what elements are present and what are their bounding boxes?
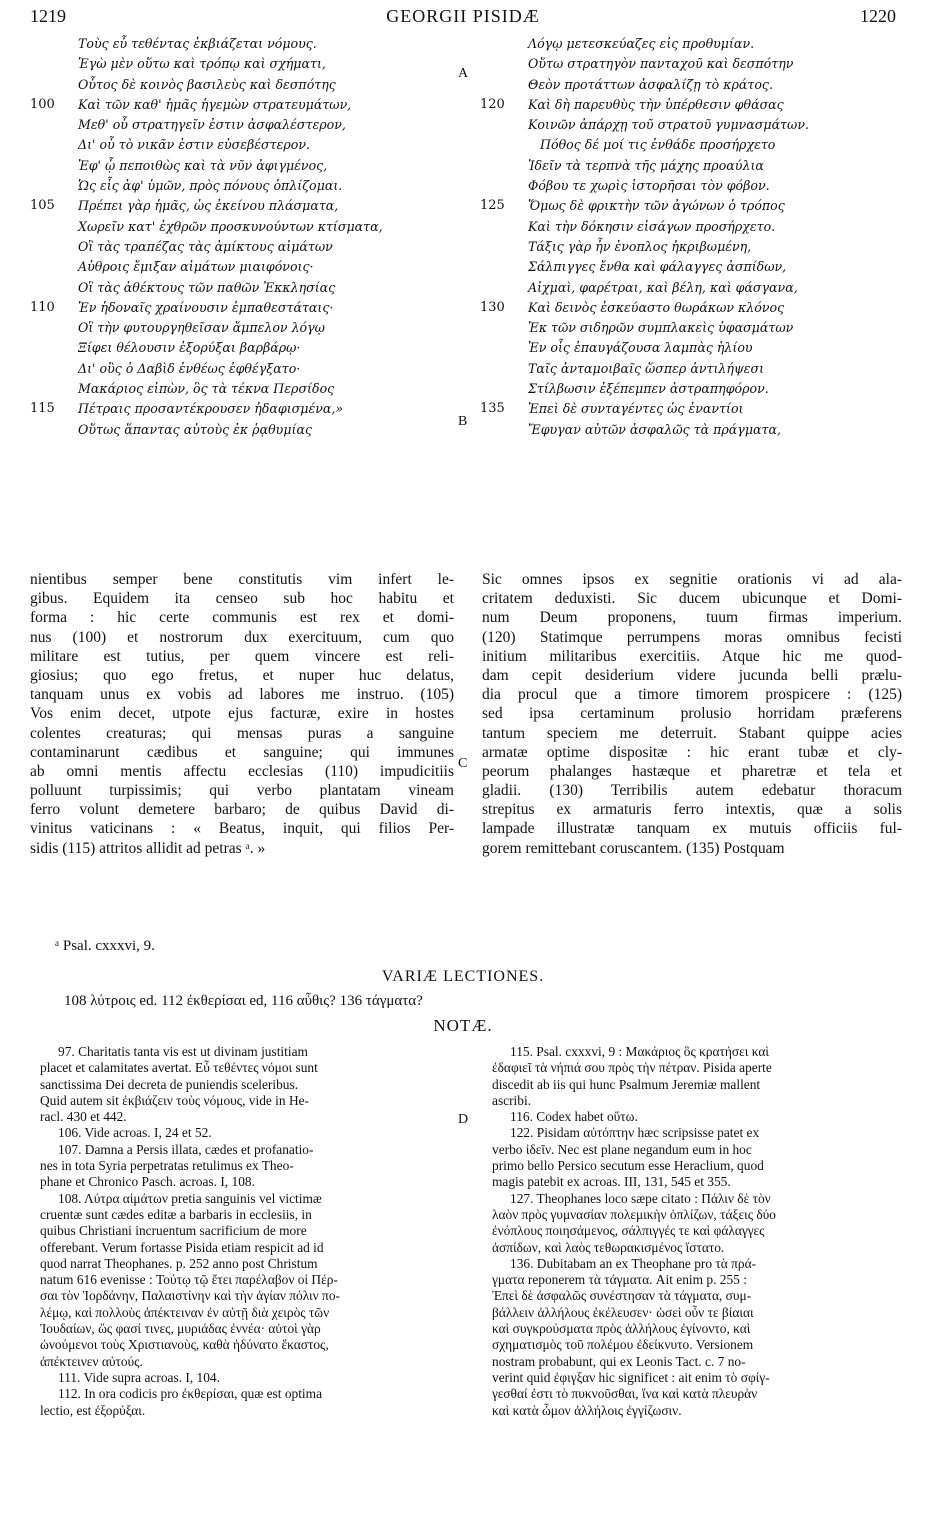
note-line: καὶ συγκρούσματα πρὸς ἀλλήλους ἐγίνοντο, καὶ <box>492 1321 751 1337</box>
verse-line <box>480 34 900 54</box>
verse-line <box>480 278 900 298</box>
translation-line: (120) Statimque perrumpens moras omnibus fecisti <box>482 628 902 646</box>
note-line: nes in tota Syria perpetratas retulimus ex Theo- <box>40 1158 294 1174</box>
margin-marker-a: A <box>458 66 469 81</box>
verse-text: Τάξις γὰρ ἦν ἐνοπλος ἠκριβωμένη, <box>528 238 752 254</box>
note-line: ἐδαφιεῖ τὰ νήπιά σου πρὸς τὴν πέτραν. Pisida aperte <box>492 1060 772 1076</box>
note-line: phane et Chronico Pasch. acroas. I, 108. <box>40 1174 255 1190</box>
note-line: placet et calamitates avertat. Εὖ τεθέντες νόμοι sunt <box>40 1060 318 1076</box>
note-line: 97. Charitatis tanta vis est ut divinam justitiam <box>58 1044 308 1059</box>
translation-line: vinitus vaticinans : « Beatus, inquit, qui filios Per- <box>30 820 454 838</box>
verse-text: Καὶ δὴ παρευθὺς τὴν ὑπέρθεσιν φθάσας <box>528 96 784 112</box>
verse-number: 125 <box>480 198 505 214</box>
verse-line <box>480 135 900 155</box>
note-line: offerebant. Verum fortasse Pisida etiam respicit ad id <box>40 1239 324 1255</box>
verse-text: Θεὸν προτάττων ἀσφαλίζῃ τὸ κράτος. <box>528 76 773 92</box>
translation-line: tantum speciem me deterruit. Stabant quippe acies <box>482 724 902 742</box>
verse-number: 100 <box>30 96 55 112</box>
translation-line: forma : hic certe communis est rex et domi- <box>30 609 454 627</box>
verse-text: Καὶ δεινὸς ἐσκεύαστο θωράκων κλόνος <box>528 299 785 315</box>
verse-line <box>480 399 900 419</box>
verse-number: 120 <box>480 96 505 112</box>
note-line: 111. Vide supra acroas. I, 104. <box>58 1369 220 1385</box>
verse-text: Ἐπεὶ δὲ συνταγέντες ὡς ἐναντίοι <box>528 401 744 417</box>
verse-line <box>30 237 440 257</box>
verse-text: Ἐφ' ᾧ πεποιθὼς καὶ τὰ νῦν ἀφιγμένος, <box>78 157 328 173</box>
verse-text: Καὶ τῶν καθ' ἡμᾶς ἡγεμὼν στρατευμάτων, <box>78 96 352 112</box>
verse-line <box>480 75 900 95</box>
verse-text: Ὅμως δὲ φρικτὴν τῶν ἀγώνων ὁ τρόπος <box>528 198 785 214</box>
verse-line <box>30 318 440 338</box>
note-line: σαι τὸν Ἰορδάνην, Παλαιστίνην καὶ τὴν ἁγίαν πόλιν πο- <box>40 1288 340 1304</box>
notes-left-column <box>40 1044 454 1419</box>
page-number-right: 1220 <box>860 6 896 26</box>
verse-text: Δι' οὗ τὸ νικᾶν ἐστιν εὐσεβέστερον. <box>78 137 311 153</box>
variae-lectiones-text: 108 λύτροις ed. 112 ἐκθερίσαι ed, 116 αὖθις? 136 τάγματα? <box>64 993 423 1009</box>
verse-text: Πρέπει γὰρ ἡμᾶς, ὡς ἐκείνου πλάσματα, <box>78 198 339 214</box>
translation-line: critatem deduxisti. Sic ducem ubicunque et Domi- <box>482 590 902 608</box>
page-header <box>30 6 896 32</box>
verse-text: Λόγῳ μετεσκεύαζες εἰς προθυμίαν. <box>528 36 755 51</box>
verse-line <box>30 34 440 54</box>
verse-text: Σάλπιγγες ἔνθα καὶ φάλαγγες ἀσπίδων, <box>528 259 787 275</box>
note-line: 106. Vide acroas. I, 24 et 52. <box>58 1125 212 1141</box>
translation-line: giosius; quo ego fretus, et nuper huc delatus, <box>30 666 454 684</box>
verse-text: Ὡς εἷς ἀφ' ὑμῶν, πρὸς πόνους ὁπλίζομαι. <box>78 178 343 194</box>
note-line: sanctissima Dei decreta de puniendis sceleribus. <box>40 1076 299 1092</box>
notae-heading: NOTÆ. <box>433 1016 493 1035</box>
translation-line: tanquam unus ex vobis ad labores me instruo. (105) <box>30 686 454 704</box>
note-line: γεσθαί ἐστι τὸ πυκνοῦσθαι, ἵνα καὶ κατὰ πλευρὰν <box>492 1386 758 1402</box>
translation-line: strepitus ex armaturis ferro intextis, quæ a solis <box>482 801 902 819</box>
verse-text: Μεθ' οὗ στρατηγεῖν ἐστιν ἀσφαλέστερον, <box>78 117 346 133</box>
verse-line <box>480 95 900 115</box>
translation-line: initium militaribus exercitiis. Atque hic me quod- <box>482 647 902 665</box>
translation-line: ab omni mentis affectu ecclesias (110) impudicitiis <box>30 762 454 780</box>
verse-text: Οἳ τὴν φυτουργηθεῖσαν ἄμπελον λόγῳ <box>78 320 325 336</box>
verse-text: Στίλβωσιν ἐξέπεμπεν ἀστραπηφόρον. <box>528 381 769 397</box>
verse-text: Οἳ τὰς ἀθέκτους τῶν παθῶν Ἐκκλησίας <box>78 279 336 295</box>
verse-text: Ἐκ τῶν σιδηρῶν συμπλακεὶς ὑφασμάτων <box>528 320 794 336</box>
note-line: ὠνούμενοι τοὺς Χριστιανοὺς, καθὰ ἠδύνατο ἕκαστος, <box>40 1337 329 1353</box>
note-line: verint quid ἐφιγξαν hic significet : ait enim τὸ σφίγ- <box>492 1369 770 1385</box>
verse-line <box>480 338 900 358</box>
note-line: Ἐπεὶ δὲ ἀσφαλῶς συνέστησαν τὰ τάγματα, συμ- <box>492 1288 752 1304</box>
verse-line <box>30 135 440 155</box>
verse-line <box>30 338 440 358</box>
note-line: nostram probabunt, qui ex Leonis Tact. c. 7 no- <box>492 1353 746 1369</box>
verse-line <box>480 420 900 440</box>
translation-line: colentes creaturas; qui mensas puras a sanguine <box>30 724 454 742</box>
translation-line: dia procul que a timore timorem prospicere : (125) <box>482 686 902 704</box>
translation-line: num Deum proponens, tuum firmas imperium. <box>482 609 902 627</box>
verse-line <box>30 95 440 115</box>
verse-line <box>30 156 440 176</box>
note-line: 116. Codex habet οὕτω. <box>510 1109 638 1125</box>
verse-text: Ἐγὼ μὲν οὕτω καὶ τρόπῳ καὶ σχήματι, <box>78 56 326 72</box>
greek-verse-left-column <box>30 34 440 440</box>
verse-line <box>30 176 440 196</box>
translation-line: sidis (115) attritos allidit ad petras ᵃ. » <box>30 839 266 857</box>
verse-text: Οὕτως ἅπαντας αὐτοὺς ἐκ ῥᾳθυμίας <box>78 421 313 437</box>
translation-line: contaminarunt cædibus et sanguine; qui immunes <box>30 743 454 761</box>
note-line: magis patebit ex acroas. III, 131, 545 et 355. <box>492 1174 731 1190</box>
note-line: 136. Dubitabam an ex Theophane pro τὰ πρά- <box>510 1255 757 1271</box>
verse-line <box>30 75 440 95</box>
verse-line <box>480 217 900 237</box>
margin-marker-d: D <box>458 1112 469 1127</box>
verse-line <box>30 257 440 277</box>
note-line: ἐνόπλους ποιησάμενος, σάλπιγγές τε καὶ φάλαγγες <box>492 1223 765 1239</box>
note-line: βάλλειν ἀλλήλους ἐκέλευσεν· ὡσεὶ οὖν τε βίαιαι <box>492 1304 754 1320</box>
note-line: quod narrat Theophanes. p. 252 anno post Christum <box>40 1255 318 1271</box>
verse-text: Ἐν οἷς ἐπαυγάζουσα λαμπὰς ἡλίου <box>528 340 753 356</box>
translation-line: gibus. Equidem ita censeo sub hoc habitu et <box>30 590 454 608</box>
verse-text: Αἰχμαὶ, φαρέτραι, καὶ βέλη, καὶ φάσγανα, <box>528 279 798 295</box>
verse-number: 105 <box>30 198 55 214</box>
verse-line <box>30 217 440 237</box>
verse-text: Ἐν ἡδοναῖς χραίνουσιν ἐμπαθεστάταις· <box>78 299 334 315</box>
verse-text: Οἳ τὰς τραπέζας τὰς ἀμίκτους αἱμάτων <box>78 238 333 254</box>
note-line: Quid autem sit ἐκβιάζειν τοὺς νόμους, vide in He- <box>40 1092 310 1108</box>
note-line: 108. Λύτρα αἱμάτων pretia sanguinis vel victimæ <box>58 1190 322 1206</box>
verse-text: Καὶ τὴν δόκησιν εἰσάγων προσήρχετο. <box>528 218 776 234</box>
note-line: 127. Theophanes loco sæpe citato : Πάλιν δὲ τὸν <box>510 1190 771 1206</box>
translation-line: Sic omnes ipsos ex segnitie orationis vi ad ala- <box>482 571 902 588</box>
note-line: σχηματισμὸς τοῦ πολέμου ἐδείκνυτο. Versionem <box>492 1337 754 1353</box>
translation-line: peorum phalanges hastæque et pharetræ et tela et <box>482 762 902 780</box>
verse-text: Πέτραις προσαντέκρουσεν ἠδαφισμένα,» <box>78 401 344 417</box>
note-line: λέμῳ, καὶ πολλοὺς ἀπέκτειναν ἐν αὐτῇ διὰ χειρὸς τῶν <box>40 1304 330 1320</box>
note-line: Ἰουδαίων, ὥς φασί τινες, μυριάδας ἐννέα· αὐτοὶ γὰρ <box>40 1321 321 1337</box>
verse-text: Οὕτω στρατηγὸν πανταχοῦ καὶ δεσπότην <box>528 56 794 72</box>
verse-line <box>480 237 900 257</box>
verse-line <box>480 176 900 196</box>
translation-line: lampade illustratæ tanquam ex mutuis officiis ful- <box>482 820 902 838</box>
verse-line <box>480 359 900 379</box>
latin-translation-left <box>30 570 454 858</box>
translation-line: dam cepit desiderium videre jucunda belli prælu- <box>482 666 902 684</box>
note-line: ἀσπίδων, καὶ λαὸς τεθωρακισμένος ἵστατο. <box>492 1239 725 1255</box>
verse-text: Ταῖς ἀνταμοιβαῖς ὥσπερ ἀντιλήψεσι <box>528 360 765 376</box>
translation-line: armatæ optime dispositæ : hic erant tubæ et cly- <box>482 743 902 761</box>
page-number-left: 1219 <box>30 6 66 26</box>
verse-text: Τοὺς εὖ τεθέντας ἐκβιάζεται νόμους. <box>78 36 317 51</box>
footnote: ᵃ Psal. cxxxvi, 9. <box>55 938 155 954</box>
note-line: καὶ κατὰ ὦμον ἀλλήλοις ἐγγίζωσιν. <box>492 1402 682 1418</box>
verse-number: 135 <box>480 401 505 417</box>
verse-line <box>30 196 440 216</box>
translation-line: sed ipsa certaminum prolusio horridam præferens <box>482 705 902 723</box>
verse-text: Αὐθροις ἔμιξαν αἱμάτων μιαιφόνοις· <box>78 259 314 275</box>
translation-line: nus (100) et nostrorum dux exercituum, cum quo <box>30 628 454 646</box>
verse-line <box>480 54 900 74</box>
verse-text: Ξίφει θέλουσιν ἐξορύξαι βαρβάρῳ· <box>78 340 301 356</box>
verse-line <box>30 278 440 298</box>
note-line: lectio, est ἐξορύξαι. <box>40 1402 146 1418</box>
note-line: 107. Damna a Persis illata, cædes et profanatio- <box>58 1141 314 1157</box>
verse-text: Ἰδεῖν τὰ τερπνὰ τῆς μάχης προαύλια <box>528 157 764 173</box>
note-line: ascribi. <box>492 1092 532 1108</box>
verse-text: Φόβου τε χωρὶς ἱστορῆσαι τὸν φόβον. <box>528 178 770 194</box>
verse-line <box>30 298 440 318</box>
note-line: cruentæ sunt cædes editæ a barbaris in ecclesiis, in <box>40 1206 312 1222</box>
verse-line <box>480 115 900 135</box>
greek-verse-right-column <box>480 34 900 440</box>
verse-text: Κοινῶν ἀπάρχῃ τοῦ στρατοῦ γυμνασμάτων. <box>528 117 809 133</box>
translation-line: ferro volunt demetere barbaro; de quibus David di- <box>30 801 454 819</box>
note-line: natum 616 evenisse : Τούτῳ τῷ ἔτει παρέλαβον οἱ Πέρ- <box>40 1272 338 1288</box>
note-line: 112. In ora codicis pro ἐκθερίσαι, quæ est optima <box>58 1386 323 1402</box>
note-line: λαὸν πρὸς γυμνασίαν πολεμικὴν ὁπλίζων, τάξεις δύο <box>492 1206 776 1222</box>
translation-line: gorem remittebant coruscantem. (135) Postquam <box>482 839 785 857</box>
translation-line: Vos enim decet, utpote ejus facturæ, exire in hostes <box>30 705 454 723</box>
verse-line <box>480 156 900 176</box>
verse-line <box>480 318 900 338</box>
verse-line <box>30 54 440 74</box>
translation-line: militare est tutius, per quem vincere est reli- <box>30 647 454 665</box>
translation-line: nientibus semper bene constitutis vim infert le- <box>30 571 454 588</box>
note-line: 115. Psal. cxxxvi, 9 : Μακάριος ὃς κρατήσει καὶ <box>510 1044 769 1059</box>
verse-text: Χωρεῖν κατ' ἐχθρῶν προσκυνούντων κτίσματα, <box>78 218 383 234</box>
verse-line <box>30 379 440 399</box>
margin-marker-b: B <box>458 414 468 429</box>
verse-line <box>480 298 900 318</box>
running-title: GEORGII PISIDÆ <box>386 6 540 26</box>
verse-number: 115 <box>30 401 55 417</box>
verse-text: Οὗτος δὲ κοινὸς βασιλεὺς καὶ δεσπότης <box>78 76 336 92</box>
note-line: primo bello Persico secutum esse Heraclium, quod <box>492 1158 764 1174</box>
verse-text: Ἔφυγαν αὐτῶν ἀσφαλῶς τὰ πράγματα, <box>528 421 782 437</box>
verse-line <box>30 399 440 419</box>
verse-number: 130 <box>480 299 505 315</box>
notes-right-column <box>492 1044 906 1419</box>
verse-line <box>480 196 900 216</box>
verse-line <box>480 379 900 399</box>
note-line: discedit ab iis qui hunc Psalmum Jeremiæ mallent <box>492 1076 761 1092</box>
verse-line <box>30 420 440 440</box>
note-line: ἀπέκτεινεν αὐτούς. <box>40 1353 143 1369</box>
variae-lectiones-heading: VARIÆ LECTIONES. <box>381 968 545 985</box>
translation-line: gladii. (130) Terribilis autem edebatur thoracum <box>482 782 902 800</box>
verse-line <box>30 359 440 379</box>
note-line: verbo ἰδεῖν. Nec est plane negandum eum in hoc <box>492 1141 752 1157</box>
verse-line <box>30 115 440 135</box>
translation-line: polluunt turpissimis; qui verbo plantatam vineam <box>30 782 454 800</box>
verse-number: 110 <box>30 299 55 315</box>
note-line: 122. Pisidam αὐτόπτην hæc scripsisse patet ex <box>510 1125 760 1141</box>
verse-text: Δι' οὓς ὁ Δαβὶδ ἐνθέως ἐφθέγξατο· <box>78 360 301 376</box>
margin-marker-c: C <box>458 756 468 771</box>
verse-text: Μακάριος εἰπὼν, ὃς τὰ τέκνα Περσίδος <box>78 381 335 397</box>
verse-line <box>480 257 900 277</box>
verse-text: Πόθος δέ μοί τις ἐνθάδε προσήρχετο <box>540 137 776 153</box>
note-line: γματα reponerem τὰ τάγματα. Ait enim p. 255 : <box>492 1272 747 1288</box>
latin-translation-right <box>482 570 902 858</box>
note-line: racl. 430 et 442. <box>40 1109 127 1125</box>
note-line: quibus Christiani incruentum sacrificium de more <box>40 1223 307 1239</box>
